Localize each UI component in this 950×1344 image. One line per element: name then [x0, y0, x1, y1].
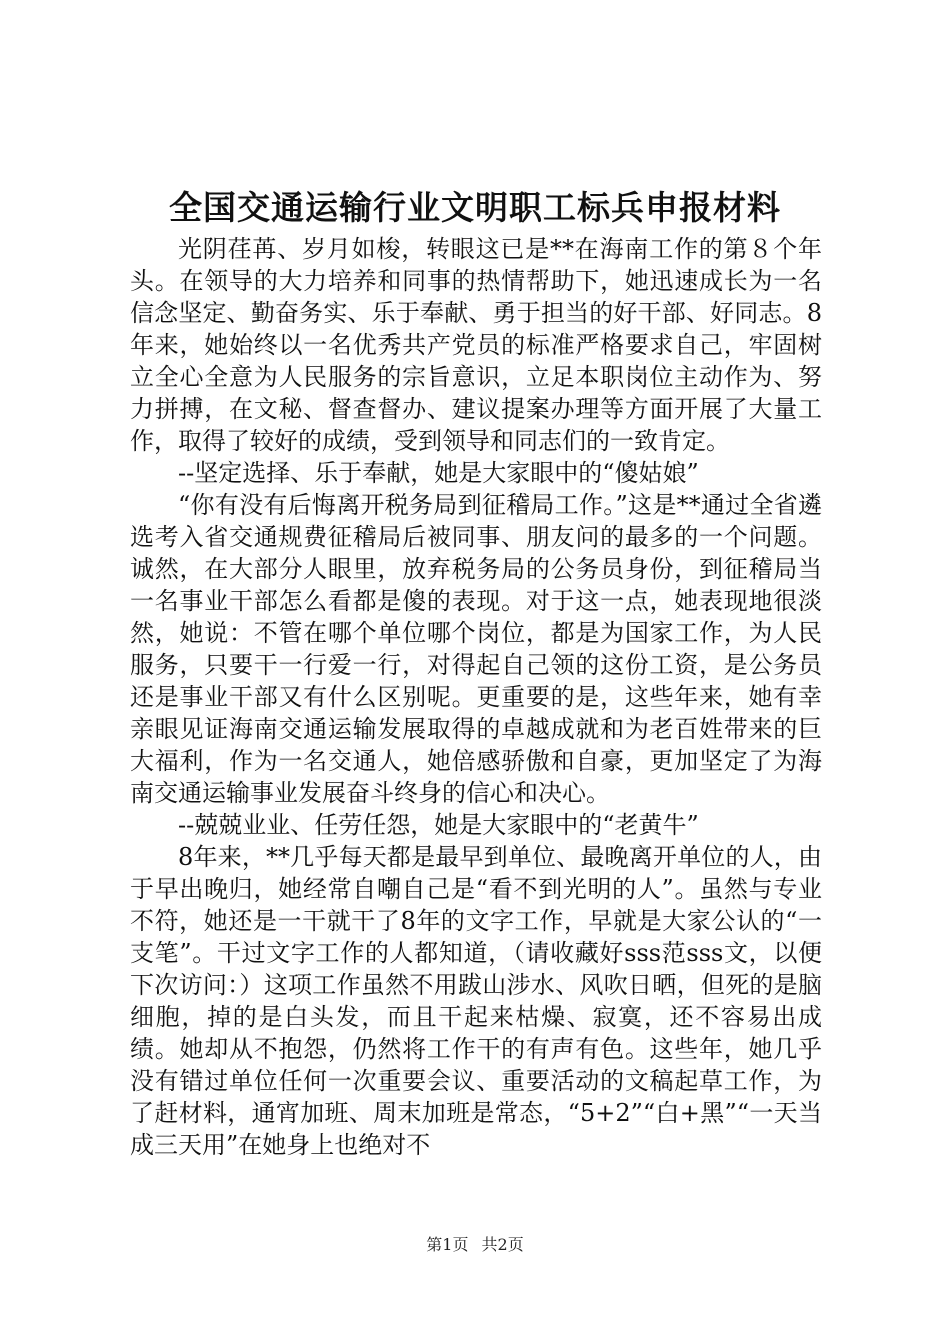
paragraph-intro: 光阴荏苒、岁月如梭，转眼这已是**在海南工作的第８个年头。在领导的大力培养和同事的热情帮助下，她迅速成长为一名信念坚定、勤奋务实、乐于奉献、勇于担当的好干部、好同志。8年来，她始终以一名优秀共产党员的标准严格要求自己，牢固树立全心全意为人民服务的宗旨意识，立足本职岗位主动作为、努力拼搏，在文秘、督查督办、建议提案办理等方面开展了大量工作，取得了较好的成绩，受到领导和同志们的一致肯定。: [130, 235, 822, 455]
section-heading-1: --坚定选择、乐于奉献，她是大家眼中的“傻姑娘”: [178, 459, 699, 487]
page-footer: [0, 1234, 950, 1256]
section-heading-2: --兢兢业业、任劳任怨，她是大家眼中的“老黄牛”: [178, 811, 699, 839]
page-number: 第1页: [426, 1235, 469, 1254]
document-body: [130, 233, 822, 1161]
page-total: 共2页: [481, 1235, 524, 1254]
paragraph-section-2: 8年来，**几乎每天都是最早到单位、最晚离开单位的人，由于早出晚归，她经常自嘲自己是“看不到光明的人”。虽然与专业不符，她还是一干就干了8年的文字工作，早就是大家公认的“一支笔”。干过文字工作的人都知道，（请收藏好sss范sss文，以便下次访问：）这项工作虽然不用跋山涉水、风吹日晒，但死的是脑细胞，掉的是白头发，而且干起来枯燥、寂寞，还不容易出成绩。她却从不抱怨，仍然将工作干的有声有色。这些年，她几乎没有错过单位任何一次重要会议、重要活动的文稿起草工作，为了赶材料，通宵加班、周末加班是常态，“5+2”“白+黑”“一天当成三天用”在她身上也绝对不: [130, 843, 822, 1159]
paragraph-section-1: “你有没有后悔离开税务局到征稽局工作。”这是**通过全省遴选考入省交通规费征稽局后被同事、朋友问的最多的一个问题。诚然，在大部分人眼里，放弃税务局的公务员身份，到征稽局当一名事业干部怎么看都是傻的表现。对于这一点，她表现地很淡然，她说：不管在哪个单位哪个岗位，都是为国家工作，为人民服务，只要干一行爱一行，对得起自己领的这份工资，是公务员还是事业干部又有什么区别呢。更重要的是，这些年来，她有幸亲眼见证海南交通运输发展取得的卓越成就和为老百姓带来的巨大福利，作为一名交通人，她倍感骄傲和自豪，更加坚定了为海南交通运输事业发展奋斗终身的信心和决心。: [130, 491, 822, 807]
document-title: 全国交通运输行业文明职工标兵申报材料: [169, 188, 781, 227]
